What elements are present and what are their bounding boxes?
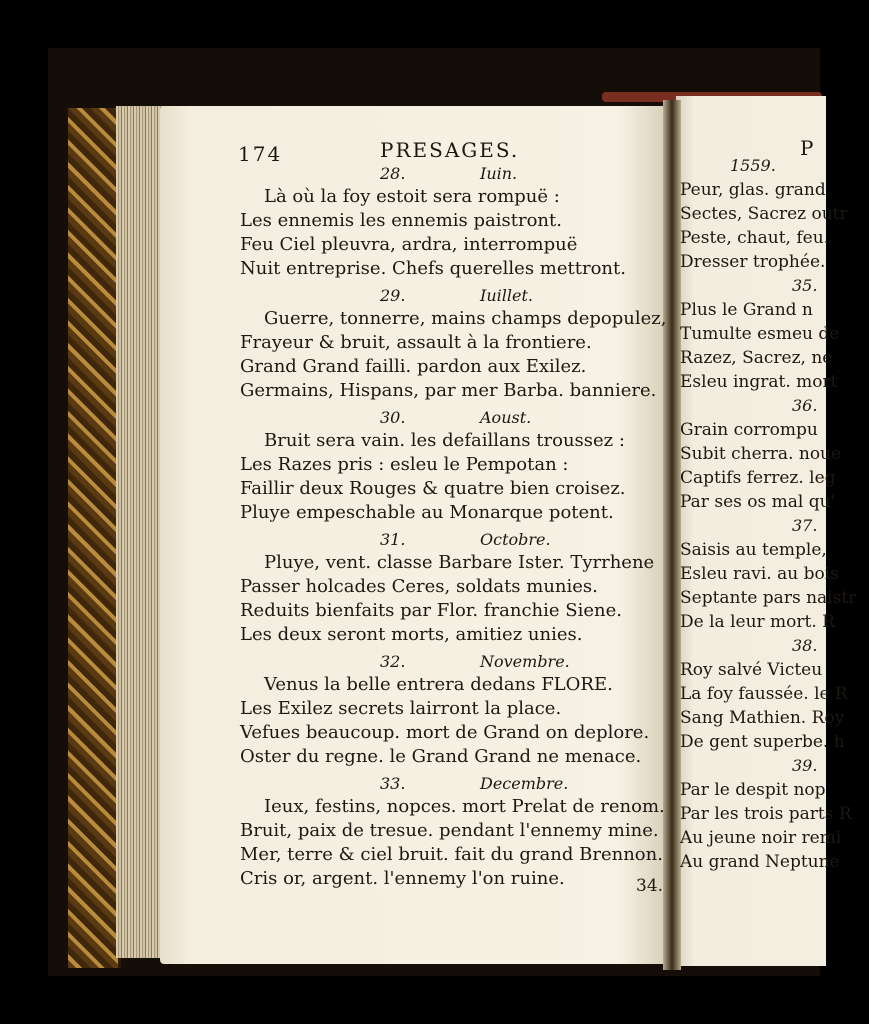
right-verse-line: Esleu ravi. au bois (680, 564, 839, 584)
right-verse-line: Peur, glas. grand (680, 180, 826, 200)
catchword: 34. (636, 876, 664, 896)
right-number: 1559. (730, 156, 776, 175)
right-verse-line: Captifs ferrez. leg (680, 468, 836, 488)
verse-line: Mer, terre & ciel bruit. fait du grand Brennon. (240, 844, 663, 865)
verse-line: Feu Ciel pleuvra, ardra, interrompuë (240, 234, 578, 255)
verse-line: Oster du regne. le Grand Grand ne menace. (240, 746, 642, 767)
running-title: PRESAGES. (380, 138, 520, 162)
verse-line: Ieux, festins, nopces. mort Prelat de renom. (264, 796, 665, 817)
right-page-clip (672, 150, 857, 890)
page-number: 174 (238, 142, 283, 166)
right-verse-line: Plus le Grand n (680, 300, 813, 320)
right-verse-line: Saisis au temple, (680, 540, 827, 560)
right-verse-line: De gent superbe. h (680, 732, 845, 752)
stanza-month: Octobre. (480, 530, 551, 549)
verse-line: Pluye, vent. classe Barbare Ister. Tyrrhene (264, 552, 655, 573)
stanza-month: Decembre. (480, 774, 569, 793)
right-number: 36. (792, 396, 818, 415)
right-number: 37. (792, 516, 818, 535)
right-verse-line: Par les trois parts R (680, 804, 852, 824)
right-verse-line: Esleu ingrat. mort (680, 372, 838, 392)
right-verse-line: Au grand Neptune (680, 852, 840, 872)
verse-line: Vefues beaucoup. mort de Grand on deplore. (240, 722, 650, 743)
book-spine (68, 108, 121, 968)
page-edges (116, 106, 166, 958)
right-verse-line: De la leur mort. R (680, 612, 835, 632)
right-verse-line: Au jeune noir remi (680, 828, 842, 848)
stanza-number: 29. (380, 286, 406, 305)
right-number: 35. (792, 276, 818, 295)
right-verse-line: Par le despit nop (680, 780, 826, 800)
right-verse-line: Sectes, Sacrez outr (680, 204, 848, 224)
verse-line: Faillir deux Rouges & quatre bien croisez. (240, 478, 626, 499)
stanza-number: 30. (380, 408, 406, 427)
right-verse-line: Razez, Sacrez, ne (680, 348, 833, 368)
right-verse-line: Roy salvé Victeu (680, 660, 823, 680)
right-verse-line: Sang Mathien. Roy (680, 708, 845, 728)
verse-line: Bruit, paix de tresue. pendant l'ennemy mine. (240, 820, 659, 841)
right-verse-line: Peste, chaut, feu. (680, 228, 830, 248)
verse-line: Frayeur & bruit, assault à la frontiere. (240, 332, 592, 353)
stanza-month: Aoust. (480, 408, 532, 427)
verse-line: Guerre, tonnerre, mains champs depopulez, (264, 308, 667, 329)
right-number: 38. (792, 636, 818, 655)
stanza-number: 28. (380, 164, 406, 183)
verse-line: Grand Grand failli. pardon aux Exilez. (240, 356, 587, 377)
verse-line: Pluye empeschable au Monarque potent. (240, 502, 614, 523)
verse-line: Passer holcades Ceres, soldats munies. (240, 576, 598, 597)
right-verse-line: Par ses os mal qu' (680, 492, 836, 512)
stanza-number: 31. (380, 530, 406, 549)
stanza-month: Novembre. (480, 652, 570, 671)
stanza-month: Iuin. (480, 164, 518, 183)
verse-line: Bruit sera vain. les defaillans troussez : (264, 430, 625, 451)
verse-line: Là où la foy estoit sera rompuë : (264, 186, 560, 207)
verse-line: Les Razes pris : esleu le Pempotan : (240, 454, 569, 475)
right-running-title: P (800, 136, 816, 160)
stanza-month: Iuillet. (480, 286, 533, 305)
right-verse-line: La foy faussée. le R (680, 684, 848, 704)
verse-line: Les Exilez secrets lairront la place. (240, 698, 562, 719)
right-number: 39. (792, 756, 818, 775)
stanza-number: 32. (380, 652, 406, 671)
stanza-number: 33. (380, 774, 406, 793)
verse-line: Germains, Hispans, par mer Barba. banniere. (240, 380, 657, 401)
right-verse-line: Grain corrompu (680, 420, 818, 440)
verse-line: Cris or, argent. l'ennemy l'on ruine. (240, 868, 565, 889)
right-verse-line: Tumulte esmeu de (680, 324, 840, 344)
right-verse-line: Dresser trophée. (680, 252, 826, 272)
verse-line: Nuit entreprise. Chefs querelles mettront. (240, 258, 626, 279)
verse-line: Venus la belle entrera dedans FLORE. (264, 674, 613, 695)
verse-line: Les deux seront morts, amitiez unies. (240, 624, 583, 645)
right-verse-line: Septante pars naistr (680, 588, 857, 608)
verse-line: Reduits bienfaits par Flor. franchie Siene. (240, 600, 622, 621)
verse-line: Les ennemis les ennemis paistront. (240, 210, 562, 231)
right-verse-line: Subit cherra. noue (680, 444, 842, 464)
